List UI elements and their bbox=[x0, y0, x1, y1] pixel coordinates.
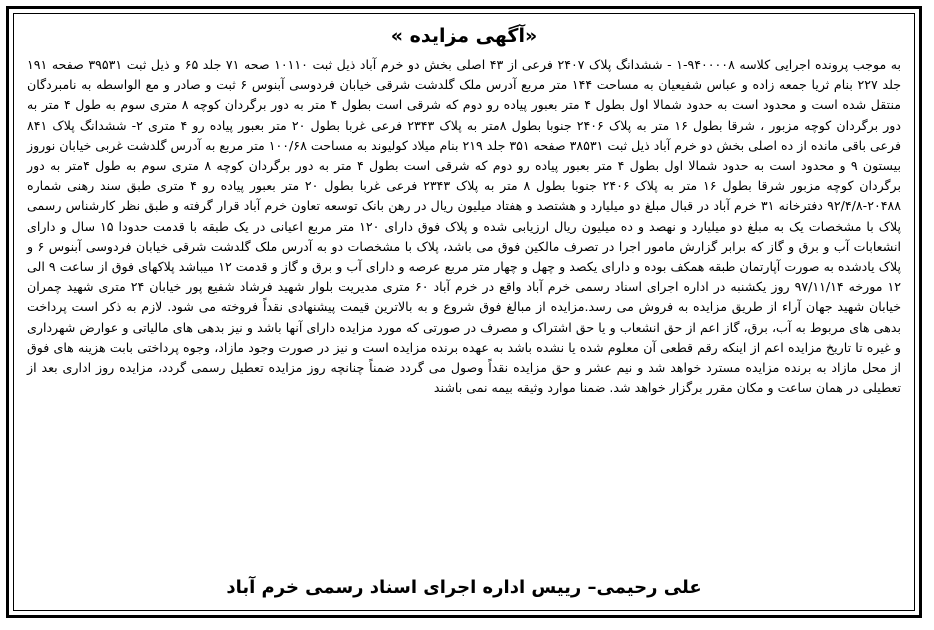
notice-frame bbox=[6, 6, 922, 618]
notice-title: «آگهی مزایده » bbox=[390, 25, 538, 47]
notice-signature: علی رحیمی– رییس اداره اجرای اسناد رسمی خرم آباد bbox=[226, 577, 702, 598]
notice-body: به موجب پرونده اجرایی کلاسه ۹۴۰۰۰۰۸-۱ - ششدانگ پلاک ۲۴۰۷ فرعی از ۴۳ اصلی بخش دو خرم آباد ذیل ثبت ۱۰۱۱۰ صحه ۷۱ جلد ۶۵ و ذیل ثبت ۳۹۵۳۱ صفحه ۱۹۱ جلد ۲۲۷ بنام ثریا جمعه زاده و عباس شفیعیان به مساحت ۱۴۴ متر مربع آدرس ملک گلدشت شرقی خیابان فردوسی آبنوس ۶ ثبت و صادر و مع الواسطه به نامبردگان منتقل شده است و محدود است به حدود شمالا اول بطول ۴ متر بعبور پیاده رو دوم که شرقی است بطول ۴ متر به دور برگردان کوچه ۸ متری سوم به طول ۴ متر به دور برگردان کوچه مزبور ، شرقا بطول ۱۶ متر به پلاک ۲۴۰۶ جنوبا بطول ۸متر به پلاک ۲۳۴۳ فرعی غربا بطول ۲۰ متر بعبور پیاده رو ۴ متری ۲- ششدانگ پلاک ۸۴۱ فرعی باقی مانده از ده اصلی بخش دو خرم آباد ذیل ثبت ۳۸۵۳۱ صفحه ۳۵۱ جلد ۲۱۹ بنام میلاد کولیوند به مساحت ۱۰۰/۶۸ متر مربع به آدرس گلدشت غربی خیابان نوروز بیستون ۹ و محدود است به حدود شمالا اول بطول ۴ متر بعبور پیاده رو دوم که شرقی است بطول ۴ متر به دور برگردان کوچه ۸ متری سوم به طول ۴متر به دور برگردان کوچه مزبور شرقا بطول ۱۶ متر به پلاک ۲۴۰۶ جنوبا بطول ۸ متر به پلاک ۲۳۴۳ فرعی غربا بطول ۲۰ متر بعبور پیاده رو ۴ متری طبق سند رهنی شماره ۲۰۴۸۸-۹۲/۴/۸ دفترخانه ۳۱ خرم آباد در قبال مبلغ دو میلیارد و هشتصد و هفتاد میلیون ریال در رهن بانک توسعه تعاون خرم آباد قرار گرفته و طبق نظر کارشناس رسمی پلاک با مشخصات یک به مبلغ دو میلیارد و نهصد و ده میلیون ریال ارزیابی شده و پلاک فوق دارای ۱۲۰ متر مربع اعیانی در یک طبقه با قدمت حدودا ۱۵ سال و دارای انشعابات آب و برق و گاز که برابر گزارش مامور اجرا در تصرف مالکین فوق می باشد، پلاک با مشخصات دو به آدرس ملک گلدشت شرقی خیابان فردوسی آبنوس ۶ و پلاک یادشده به صورت آپارتمان طبقه همکف بوده و دارای یکصد و چهل و چهار متر مربع عرصه و دارای آب و برق و گاز و قدمت ۱۲ میباشد پلاکهای فوق از ساعت ۹ الی ۱۲ مورخه ۹۷/۱۱/۱۴ روز یکشنبه در اداره اجرای اسناد رسمی خرم آباد واقع در خرم آباد ۶۰ متری مدیریت بلوار شهید فرشاد شفیع پور خیابان ۲۴ متری شهید چمران خیابان شهید جهان آراء از طریق مزایده به فروش می رسد.مزایده از مبالغ فوق شروع و به بالاترین قیمت پیشنهادی نقداً فروخته می شود. لازم به ذکر است پرداخت بدهی های مربوط به آب، برق، گاز اعم از حق انشعاب و یا حق اشتراک و مصرف در صورتی که مورد مزایده دارای آنها باشد و نیز بدهی های مالیاتی و عوارض شهرداری و غیره تا تاریخ مزایده اعم از اینکه رقم قطعی آن معلوم شده یا نشده باشد به عهده برنده مزایده است و نیز در صورت وجود مازاد، وجوه پرداختی بابت هزینه های فوق از محل مازاد به برنده مزایده مسترد خواهد شد و نیم عشر و حق مزایده نقداً وصول می گردد ضمناً چنانچه روز مزایده تعطیل رسمی گردد، مزایده روز اداری بعد از تعطیلی در همان ساعت و مکان مقرر برگزار خواهد شد. ضمنا موارد وثیقه بیمه نمی باشند bbox=[27, 57, 902, 396]
